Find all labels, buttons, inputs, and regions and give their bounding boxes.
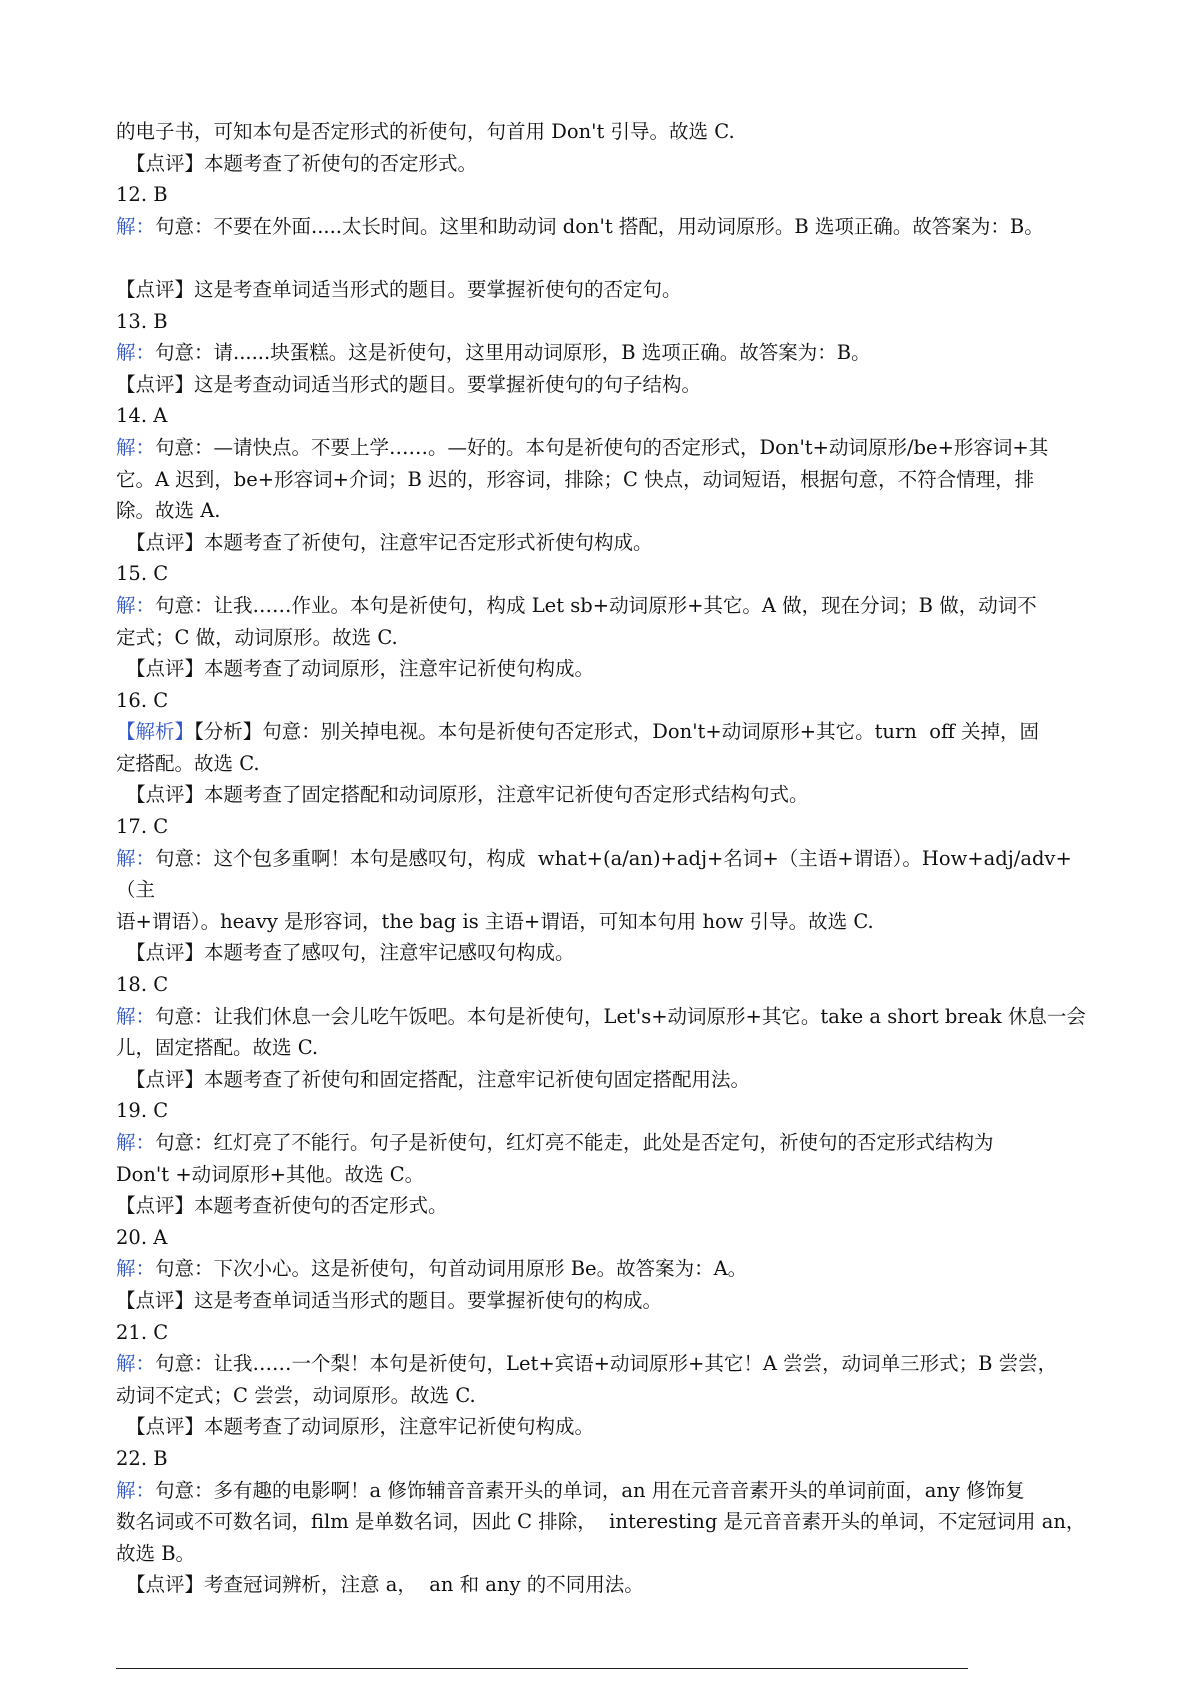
line-text: 22. B [116, 1446, 168, 1470]
body-text-line [116, 1538, 1096, 1570]
line-text: 【点评】本题考查了感叹句，注意牢记感叹句构成。 [126, 941, 575, 965]
line-text: 动词不定式；C 尝尝，动词原形。故选 C. [116, 1383, 476, 1407]
explanation-line [116, 1253, 1096, 1285]
analysis-label: 【解析】 [116, 720, 195, 744]
line-text: Don't +动词原形+其他。故选 C。 [116, 1162, 425, 1186]
line-text: 18. C [116, 973, 169, 997]
line-text: 20. A [116, 1225, 168, 1249]
question-number [116, 1317, 1096, 1349]
line-text: 【点评】本题考查了动词原形，注意牢记祈使句构成。 [126, 1415, 595, 1439]
question-number [116, 179, 1096, 211]
comment-line [116, 274, 1096, 306]
explanation-line [116, 1475, 1096, 1507]
explanation-line [116, 1001, 1096, 1033]
line-text: 句意：这个包多重啊！本句是感叹句，构成 what+(a/an)+adj+名词+（主语+谓语）。How+adj/adv+（主 [116, 846, 1072, 902]
blank-line [116, 242, 1096, 274]
question-number [116, 558, 1096, 590]
line-text: 【点评】本题考查了祈使句的否定形式。 [126, 151, 478, 175]
body-text-line [116, 495, 1096, 527]
line-text: 句意：—请快点。不要上学……。—好的。本句是祈使句的否定形式，Don't+动词原形/be+形容词+其 [155, 435, 1049, 459]
explanation-label: 解： [116, 435, 156, 459]
explanation-label: 解： [116, 846, 156, 870]
comment-line [116, 653, 1096, 685]
line-text: 句意：请......块蛋糕。这是祈使句，这里用动词原形，B 选项正确。故答案为：B。 [155, 341, 871, 365]
body-text-line [116, 464, 1096, 496]
comment-line [116, 779, 1096, 811]
line-text: 句意：红灯亮了不能行。句子是祈使句，红灯亮不能走，此处是否定句，祈使句的否定形式结构为 [155, 1131, 994, 1154]
line-text: 数名词或不可数名词，film 是单数名词，因此 C 排除， interesting 是元音音素开头的单词，不定冠词用 an， [116, 1510, 1086, 1534]
line-text: 【点评】考查冠词辨析，注意 a， an 和 any 的不同用法。 [126, 1573, 644, 1597]
comment-line [116, 1064, 1096, 1096]
line-text: 句意：让我……作业。本句是祈使句，构成 Let sb+动词原形+其它。A 做，现在分词；B 做，动词不 [155, 593, 1037, 617]
explanation-label: 解： [116, 1478, 156, 1502]
line-text: 儿，固定搭配。故选 C. [116, 1036, 319, 1060]
explanation-line [116, 843, 1096, 906]
body-text-line [116, 1380, 1096, 1412]
line-text: 【点评】这是考查动词适当形式的题目。要掌握祈使句的句子结构。 [116, 372, 702, 396]
explanation-label: 解： [116, 1352, 156, 1376]
question-number [116, 306, 1096, 338]
line-text: 【点评】本题考查祈使句的否定形式。 [116, 1194, 448, 1218]
answer-key-page [116, 116, 1096, 1601]
comment-line [116, 369, 1096, 401]
comment-line [116, 1285, 1096, 1317]
line-text: 语+谓语）。heavy 是形容词，the bag is 主语+谓语，可知本句用 how 引导。故选 C. [116, 909, 874, 933]
line-text: 的电子书，可知本句是否定形式的祈使句，句首用 Don't 引导。故选 C. [116, 120, 735, 143]
body-text-line [116, 906, 1096, 938]
question-number [116, 811, 1096, 843]
question-number [116, 1443, 1096, 1475]
explanation-line [116, 1127, 1096, 1159]
line-text: 故选 B。 [116, 1541, 196, 1565]
line-text: 13. B [116, 309, 168, 333]
body-text-line [116, 1032, 1096, 1064]
analysis-line [116, 716, 1096, 748]
line-text: 它。A 迟到，be+形容词+介词；B 迟的，形容词，排除；C 快点，动词短语，根据句意，不符合情理，排 [116, 467, 1035, 491]
line-text: 【点评】这是考查单词适当形式的题目。要掌握祈使句的构成。 [116, 1288, 663, 1312]
line-text: 15. C [116, 562, 169, 586]
comment-line [116, 1190, 1096, 1222]
line-text: 【点评】本题考查了祈使句和固定搭配，注意牢记祈使句固定搭配用法。 [126, 1067, 751, 1091]
comment-line [116, 1411, 1096, 1443]
comment-line [116, 527, 1096, 559]
question-number [116, 1222, 1096, 1254]
line-text: 句意：让我……一个梨！本句是祈使句，Let+宾语+动词原形+其它！A 尝尝，动词单三形式；B 尝尝， [155, 1352, 1058, 1376]
line-text: 【点评】本题考查了祈使句，注意牢记否定形式祈使句构成。 [126, 530, 653, 554]
line-text: 21. C [116, 1320, 169, 1344]
line-text: 除。故选 A. [116, 499, 221, 523]
body-text-line [116, 748, 1096, 780]
line-text: 句意：下次小心。这是祈使句，句首动词用原形 Be。故答案为：A。 [155, 1257, 748, 1281]
explanation-line [116, 432, 1096, 464]
line-text: 12. B [116, 183, 168, 207]
explanation-line [116, 337, 1096, 369]
explanation-label: 解： [116, 1257, 156, 1281]
line-text: 定搭配。故选 C. [116, 751, 260, 775]
comment-line [116, 148, 1096, 180]
line-text: 句意：多有趣的电影啊！a 修饰辅音音素开头的单词，an 用在元音音素开头的单词前面，any 修饰复 [155, 1478, 1025, 1502]
body-text-line [116, 622, 1096, 654]
body-text-line [116, 1506, 1096, 1538]
comment-line [116, 1569, 1096, 1601]
line-text: 14. A [116, 404, 168, 428]
question-number [116, 685, 1096, 717]
body-text-line [116, 116, 1096, 148]
explanation-label: 解： [116, 1131, 156, 1154]
line-text: 【分析】句意：别关掉电视。本句是祈使句否定形式，Don't+动词原形+其它。turn off 关掉，固 [194, 720, 1040, 744]
explanation-label: 解： [116, 593, 156, 617]
explanation-line [116, 211, 1096, 243]
line-text: 19. C [116, 1099, 169, 1123]
question-number [116, 969, 1096, 1001]
line-text: 【点评】本题考查了固定搭配和动词原形，注意牢记祈使句否定形式结构句式。 [126, 783, 809, 807]
comment-line [116, 937, 1096, 969]
explanation-line [116, 590, 1096, 622]
explanation-label: 解： [116, 214, 156, 238]
line-text: 句意：让我们休息一会儿吃午饭吧。本句是祈使句，Let's+动词原形+其它。take a short break 休息一会 [155, 1004, 1086, 1028]
line-text: 17. C [116, 815, 169, 839]
line-text: 【点评】这是考查单词适当形式的题目。要掌握祈使句的否定句。 [116, 277, 682, 301]
body-text-line [116, 1159, 1096, 1191]
question-number [116, 400, 1096, 432]
line-text: 句意：不要在外面.....太长时间。这里和助动词 don't 搭配，用动词原形。B 选项正确。故答案为：B。 [155, 214, 1044, 238]
explanation-line [116, 1348, 1096, 1380]
question-number [116, 1095, 1096, 1127]
line-text: 16. C [116, 688, 169, 712]
footer-rule [116, 1668, 968, 1669]
line-text: 定式；C 做，动词原形。故选 C. [116, 625, 398, 649]
explanation-label: 解： [116, 1004, 156, 1028]
line-text: 【点评】本题考查了动词原形，注意牢记祈使句构成。 [126, 657, 595, 681]
explanation-label: 解： [116, 341, 156, 365]
